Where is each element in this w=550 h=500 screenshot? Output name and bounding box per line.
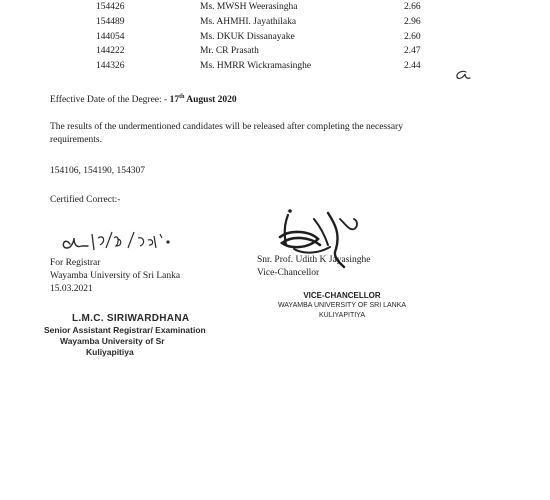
index-number: 154426 [96, 2, 125, 12]
registrar-stamp-location: Kuliyapitiya [86, 347, 134, 357]
vice-chancellor-role: Vice-Chancellor [257, 268, 320, 278]
pending-note [50, 121, 403, 147]
index-number: 144326 [96, 61, 125, 71]
registrar-stamp-institution: Wayamba University of Sr [60, 336, 165, 346]
candidate-name: Ms. DKUK Dissanayake [200, 32, 295, 42]
registrar-institution: Wayamba University of Sri Lanka [50, 271, 181, 281]
gpa-value: 2.96 [404, 17, 421, 27]
candidate-name: Ms. AHMHI. Jayathilaka [200, 17, 297, 27]
effective-date-line [50, 94, 237, 105]
pending-indices: 154106, 154190, 154307 [50, 166, 145, 176]
effective-date-suffix: th [179, 94, 185, 100]
vc-stamp-institution: WAYAMBA UNIVERSITY OF SRI LANKA [277, 302, 407, 309]
table-row [0, 2, 550, 14]
certified-label: Certified Correct:- [50, 195, 121, 205]
registrar-signature-icon [58, 226, 188, 256]
registrar-stamp-name: L.M.C. SIRIWARDHANA [72, 313, 190, 324]
vc-stamp-location: KULIYAPITIYA [318, 312, 366, 319]
table-row [0, 32, 550, 44]
registrar-date: 15.03.2021 [50, 284, 93, 294]
pending-note-line: requirements. [50, 135, 102, 145]
index-number: 144054 [96, 32, 125, 42]
registrar-stamp-title: Senior Assistant Registrar/ Examination [44, 325, 206, 335]
effective-date-day: 17 [169, 95, 180, 106]
handwritten-initial-icon [452, 68, 472, 82]
candidate-name: Ms. MWSH Weerasingha [200, 2, 298, 12]
candidate-name: Mr. CR Prasath [200, 46, 259, 56]
vc-stamp-title: VICE-CHANCELLOR [303, 291, 381, 300]
candidate-name: Ms. HMRR Wickramasinghe [200, 61, 312, 71]
gpa-value: 2.44 [404, 61, 421, 71]
registrar-role: For Registrar [50, 258, 101, 268]
gpa-value: 2.66 [404, 2, 421, 12]
vice-chancellor-name: Snr. Prof. Udith K Jayasinghe [257, 255, 371, 265]
effective-date-label: Effective Date of the Degree: - [50, 95, 170, 106]
effective-date-month-year: August 2020 [184, 95, 237, 106]
gpa-value: 2.60 [404, 32, 421, 42]
index-number: 154489 [96, 17, 125, 27]
gpa-value: 2.47 [404, 46, 421, 56]
table-row [0, 17, 550, 29]
pending-note-line: The results of the undermentioned candidates will be released after completing the necessary [50, 122, 403, 132]
index-number: 144222 [96, 46, 125, 56]
table-row [0, 46, 550, 58]
